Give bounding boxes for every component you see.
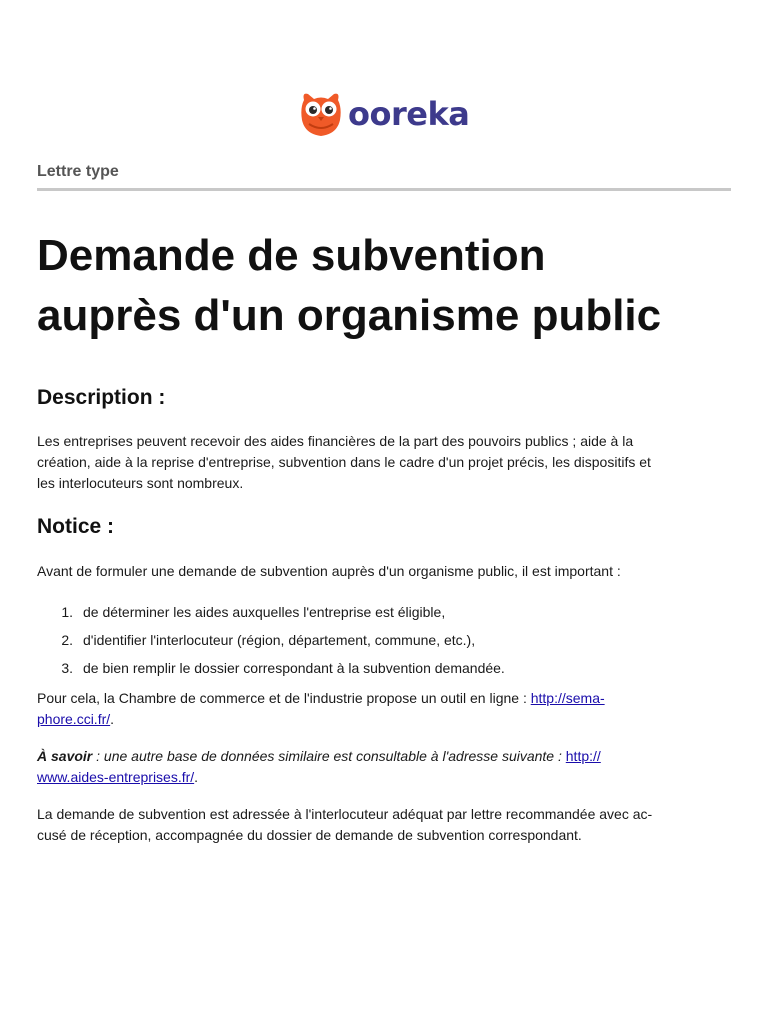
cci-suffix: .: [110, 711, 115, 727]
notice-heading: Notice :: [37, 515, 115, 538]
description-line-2: création, aide à la reprise d'entreprise, subvention dans le cadre d'un projet précis, les dispositifs et: [37, 454, 651, 470]
closing-line-1: La demande de subvention est adressée à l'interlocuteur adéquat par lettre recommandée avec ac-: [37, 806, 653, 822]
title-line-1: Demande de subvention: [37, 231, 546, 280]
cci-link-part-1[interactable]: http://sema-: [530, 690, 605, 706]
closing-paragraph: [37, 804, 727, 846]
list-item: [37, 598, 727, 626]
ooreka-logo: [300, 90, 469, 138]
savoir-label: À savoir: [37, 748, 93, 764]
description-heading: Description :: [37, 386, 166, 409]
header-divider: [37, 188, 731, 191]
page-title: [37, 226, 737, 346]
notice-intro: Avant de formuler une demande de subvention auprès d'un organisme public, il est important :: [37, 563, 621, 579]
list-number: 3.: [61, 660, 73, 676]
description-line-1: Les entreprises peuvent recevoir des aides financières de la part des pouvoirs publics ; aide à la: [37, 433, 634, 449]
list-item-text: de déterminer les aides auxquelles l'entreprise est éligible,: [83, 604, 446, 620]
title-line-2: auprès d'un organisme public: [37, 291, 662, 340]
savoir-paragraph: [37, 746, 727, 788]
list-number: 2.: [61, 632, 73, 648]
description-text: [37, 431, 727, 494]
description-line-3: les interlocuteurs sont nombreux.: [37, 475, 244, 491]
owl-icon: [300, 90, 342, 138]
list-item: [37, 626, 727, 654]
cci-link-part-2[interactable]: phore.cci.fr/: [37, 711, 111, 727]
list-item-text: de bien remplir le dossier correspondant à la subvention demandée.: [83, 660, 505, 676]
aides-link-part-1[interactable]: http://: [565, 748, 601, 764]
list-item-text: d'identifier l'interlocuteur (région, département, commune, etc.),: [83, 632, 476, 648]
savoir-suffix: .: [194, 769, 199, 785]
savoir-text: : une autre base de données similaire est consultable à l'adresse suivante :: [92, 748, 566, 764]
brand-name: ooreka: [348, 95, 470, 133]
closing-line-2: cusé de réception, accompagnée du dossier de demande de subvention correspondant.: [37, 827, 582, 843]
cci-text: Pour cela, la Chambre de commerce et de l'industrie propose un outil en ligne :: [37, 690, 531, 706]
notice-list: [37, 598, 727, 682]
document-type-label: Lettre type: [37, 163, 119, 180]
cci-paragraph: [37, 688, 727, 730]
aides-link-part-2[interactable]: www.aides-entreprises.fr/: [37, 769, 195, 785]
list-item: [37, 654, 727, 682]
list-number: 1.: [61, 604, 73, 620]
